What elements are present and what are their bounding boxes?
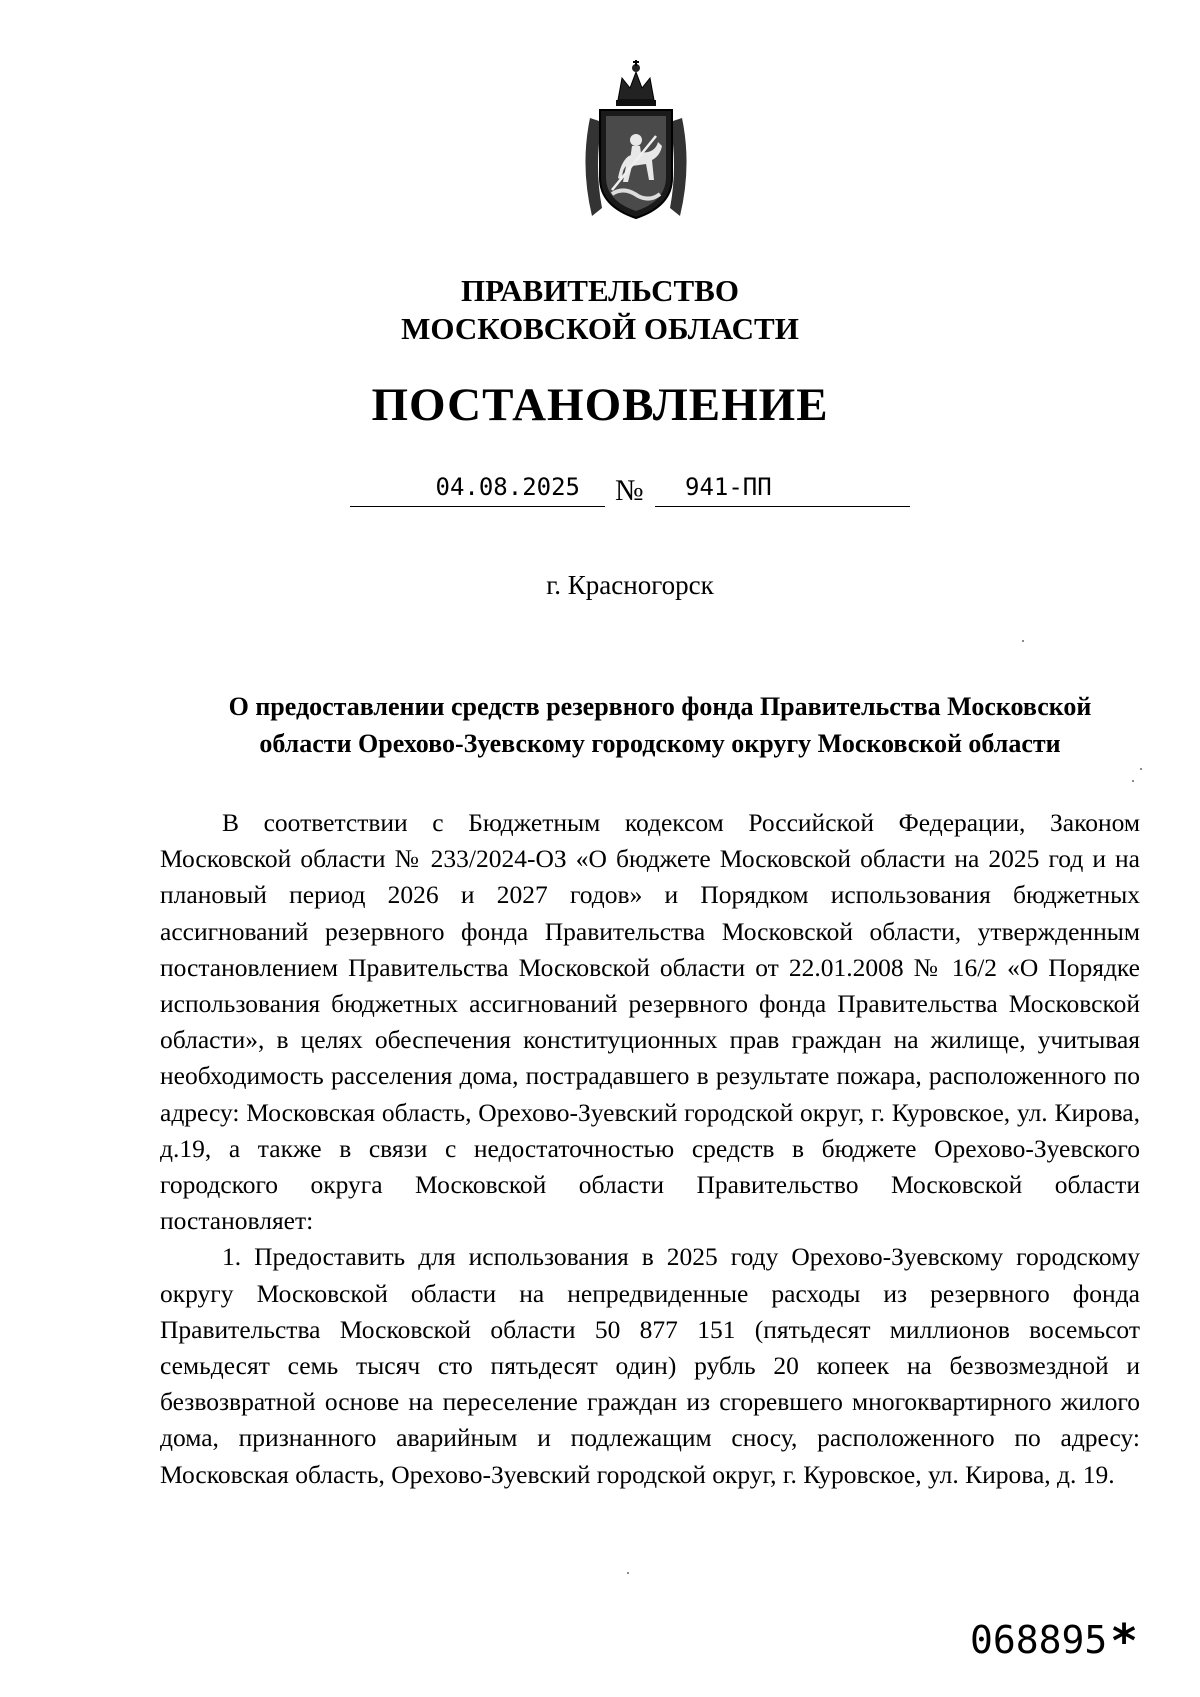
- scan-speck: [1140, 768, 1142, 770]
- authority-line-1: ПРАВИТЕЛЬСТВО: [461, 273, 739, 308]
- serial-number: 068895: [970, 1618, 1108, 1662]
- item-1-paragraph: 1. Предоставить для использования в 2025 году Орехово-Зуевскому городскому округу Московской области на непредвиденные расходы из резервного фонда Правительства Московской области 50 877 151 (пятьдесят миллионов восемьсот семьдесят семь тысяч сто пятьдесят один) рубль 20 копеек на безвозмездной и безвозвратной основе на переселение граждан из сгоревшего многоквартирного жилого дома, признанного аварийным и подлежащим сносу, расположенного по адресу: Московская область, Орехово-Зуевский городской округ, г. Куровское, ул. Кирова, д. 19.: [160, 1242, 1140, 1489]
- city-line: г. Красногорск: [546, 570, 714, 600]
- date-field: [350, 470, 605, 507]
- subject-line-2: области Орехово-Зуевскому городскому округу Московской области: [259, 729, 1061, 758]
- preamble-paragraph: В соответствии с Бюджетным кодексом Российской Федерации, Законом Московской области № 233/2024-ОЗ «О бюджете Московской области на 2025 год и на плановый период 2026 и 2027 годов» и Порядком использования бюджетных ассигнований резервного фонда Правительства Московской области, утвержденным постановлением Правительства Московской области от 22.01.2008 № 16/2 «О Порядке использования бюджетных ассигнований резервного фонда Правительства Московской области», в целях обеспечения конституционных прав граждан на жилище, учитывая необходимость расселения дома, пострадавшего в результате пожара, расположенного по адресу: Московская область, Орехово-Зуевский городской округ, г. Куровское, ул. Кирова, д.19, а также в связи с недостаточностью средств в бюджете Орехово-Зуевского городского округа Московской области Правительство Московской области постановляет:: [160, 808, 1140, 1236]
- serial-mark: *: [1112, 1614, 1137, 1668]
- scan-speck: [627, 1572, 629, 1574]
- number-field: [655, 470, 910, 507]
- date-value: 04.08.2025: [435, 473, 580, 501]
- authority-line-2: МОСКОВСКОЙ ОБЛАСТИ: [401, 311, 799, 346]
- document-type-title: ПОСТАНОВЛЕНИЕ: [371, 379, 829, 431]
- scan-speck: [1022, 640, 1024, 642]
- coat-of-arms-icon: [572, 56, 700, 226]
- document-subject: [180, 688, 1140, 762]
- number-value: 941-ПП: [685, 473, 772, 501]
- number-sign: №: [615, 474, 644, 507]
- issuing-authority: [0, 272, 1200, 348]
- subject-line-1: О предоставлении средств резервного фонда Правительства Московской: [228, 692, 1092, 721]
- document-body: [160, 805, 1140, 1493]
- scan-speck: [1132, 780, 1134, 782]
